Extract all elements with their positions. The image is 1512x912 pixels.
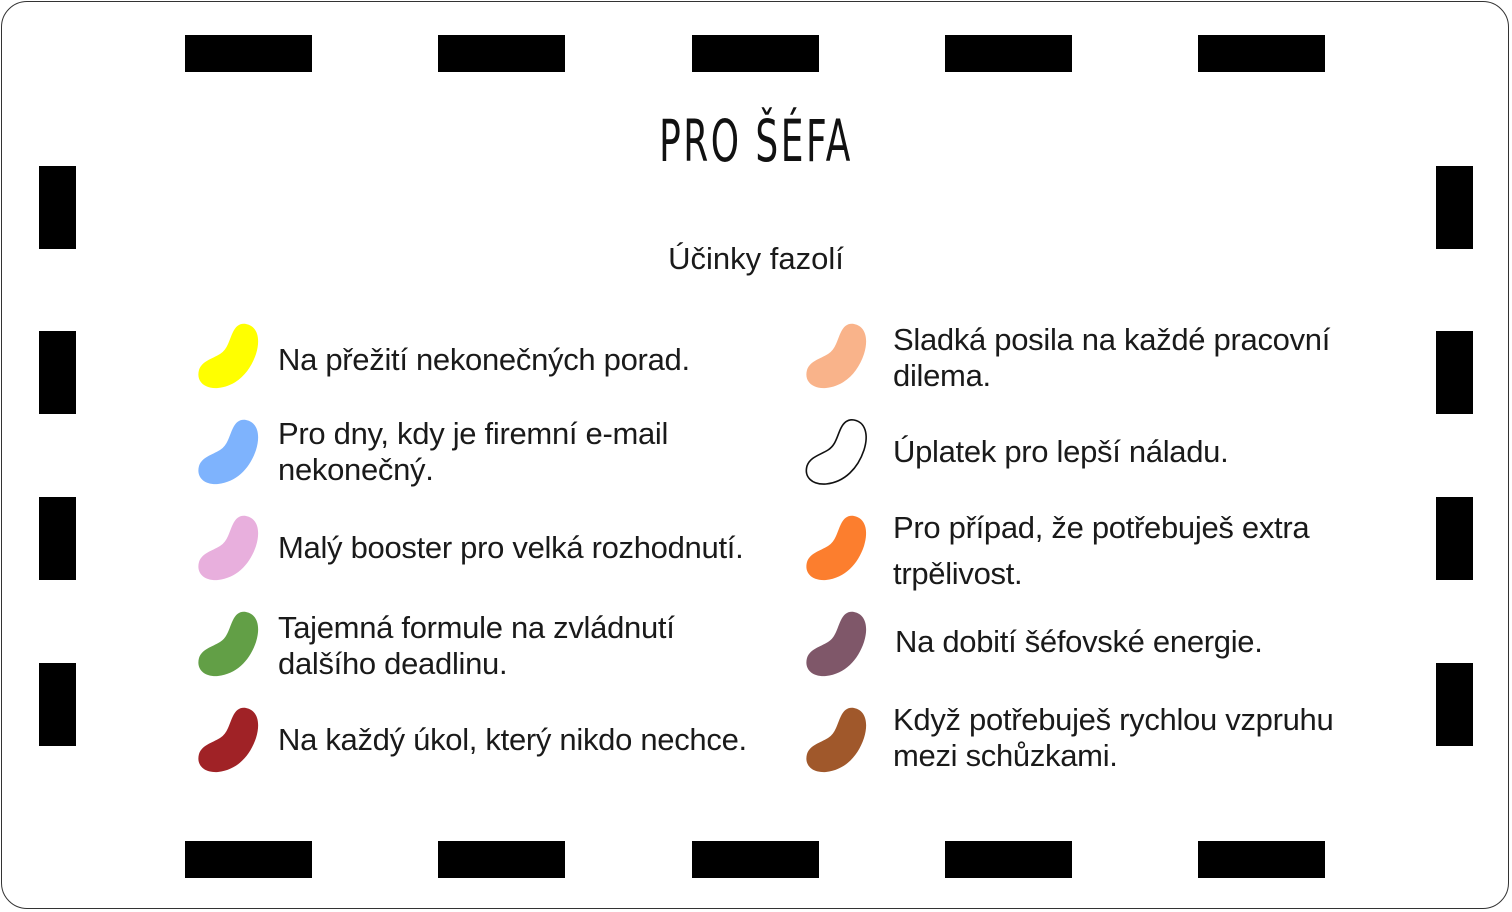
effect-text <box>278 320 778 400</box>
cut-mark-bottom-2 <box>438 841 565 878</box>
cut-mark-right-4 <box>1436 663 1473 746</box>
cut-mark-bottom-1 <box>185 841 312 878</box>
effect-text <box>893 412 1393 492</box>
bean-icon <box>801 512 871 584</box>
bean-icon <box>193 608 263 680</box>
cut-mark-left-1 <box>39 166 76 249</box>
effect-label: Když potřebuješ rychlou vzpruhu mezi schůzkami. <box>893 702 1334 773</box>
effect-text <box>278 508 778 588</box>
effect-text <box>893 698 1373 778</box>
bean-icon <box>193 416 263 488</box>
effect-label: Pro dny, kdy je firemní e-mail nekonečný. <box>278 416 669 487</box>
cut-mark-left-4 <box>39 663 76 746</box>
bean-icon <box>801 416 871 488</box>
effect-label: Úplatek pro lepší náladu. <box>893 434 1229 469</box>
cut-mark-left-2 <box>39 331 76 414</box>
cut-mark-right-3 <box>1436 497 1473 580</box>
bean-icon <box>193 320 263 392</box>
effect-label: Na dobití šéfovské energie. <box>895 624 1263 659</box>
cut-mark-top-3 <box>692 35 819 72</box>
effect-text <box>893 318 1353 398</box>
cut-mark-top-2 <box>438 35 565 72</box>
effect-text <box>278 606 718 686</box>
bean-icon <box>801 320 871 392</box>
bean-icon <box>193 512 263 584</box>
cut-mark-right-1 <box>1436 166 1473 249</box>
effect-text <box>895 602 1395 682</box>
cut-mark-bottom-4 <box>945 841 1072 878</box>
card-title: PRO ŠÉFA <box>659 107 853 175</box>
cut-mark-top-5 <box>1198 35 1325 72</box>
bean-icon <box>801 608 871 680</box>
card-subtitle: Účinky fazolí <box>668 241 844 276</box>
cut-mark-top-1 <box>185 35 312 72</box>
bean-icon <box>801 704 871 776</box>
effect-label: Malý booster pro velká rozhodnutí. <box>278 530 744 565</box>
cut-mark-left-3 <box>39 497 76 580</box>
bean-icon <box>193 704 263 776</box>
effect-label: Na každý úkol, který nikdo nechce. <box>278 722 747 757</box>
cut-mark-right-2 <box>1436 331 1473 414</box>
effect-text <box>278 412 698 492</box>
cut-mark-top-4 <box>945 35 1072 72</box>
effect-label: Pro případ, že potřebuješ extra trpělivost. <box>893 510 1310 591</box>
cut-mark-bottom-3 <box>692 841 819 878</box>
effect-text <box>278 700 778 780</box>
effect-label: Sladká posila na každé pracovní dilema. <box>893 322 1331 393</box>
effect-label: Tajemná formule na zvládnutí dalšího deadlinu. <box>278 610 675 681</box>
effect-text <box>893 506 1333 596</box>
effect-label: Na přežití nekonečných porad. <box>278 342 690 377</box>
cut-mark-bottom-5 <box>1198 841 1325 878</box>
